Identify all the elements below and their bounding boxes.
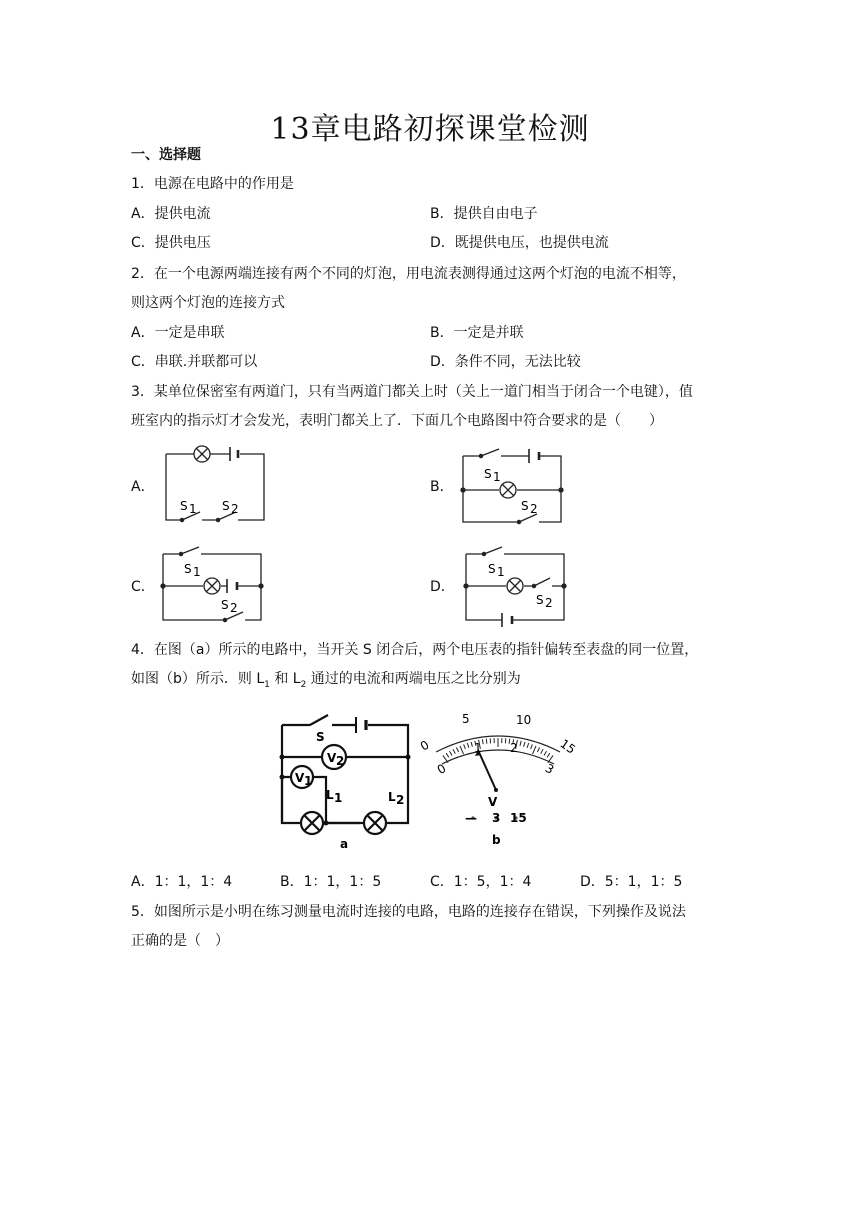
circuit-diagram-c [155, 546, 270, 626]
figure-a-circuit [270, 703, 420, 853]
section-heading: 一、选择题 [131, 147, 201, 163]
q2-option-b: B．一定是并联 [430, 325, 524, 341]
dial-tick [453, 749, 455, 754]
outer-scale-5: 5 [462, 712, 470, 726]
terminal-15: 15 [510, 811, 527, 825]
q2-stem-line2: 则这两个灯泡的连接方式 [131, 295, 285, 311]
q4-option-a: A．1：1，1：4 [131, 874, 233, 890]
q4-stem-line2: 如图（b）所示．则 $L_1$ 和 $L_2$ 通过的电流和两端电压之比分别为 [131, 671, 521, 690]
q4-option-c: C．1：5，1：4 [430, 874, 532, 890]
q2-option-a: A．一定是串联 [131, 325, 225, 341]
page-title: 13章电路初探课堂检测 [270, 112, 590, 147]
dial-tick [446, 753, 449, 757]
q1-option-a: A．提供电流 [131, 206, 211, 222]
dial-tick [443, 755, 448, 762]
outer-scale-15: 15 [557, 736, 579, 757]
q2-option-c: C．串联.并联都可以 [131, 354, 258, 370]
dial-tick [520, 741, 521, 746]
terminal-negative: — [465, 811, 477, 825]
dial-tick [527, 743, 529, 748]
switch-s1-label: S [488, 562, 496, 576]
dial-tick [541, 749, 543, 754]
svg-text:1: 1 [334, 791, 343, 805]
dial-tick [486, 739, 487, 744]
outer-scale-10: 10 [516, 713, 532, 727]
dial-tick [531, 744, 533, 749]
q5-stem-line2: 正确的是（ ） [131, 933, 229, 949]
q3-label-a: A． [131, 479, 155, 495]
q4-option-d: D．5：1，1：5 [580, 874, 683, 890]
dial-tick [533, 746, 537, 754]
dial-tick [467, 743, 469, 748]
q3-stem-line1: 3．某单位保密室有两道门，只有当两道门都关上时（关上一道门相当于闭合一个电键），值 [131, 384, 693, 400]
dial-tick [524, 742, 525, 747]
voltmeter-v2-label: V [327, 751, 337, 765]
meter-letter: V [488, 795, 498, 809]
inner-scale-0: 0 [434, 761, 449, 778]
outer-scale-0: 0 [417, 737, 432, 754]
switch-s2-label: S [222, 499, 230, 513]
svg-text:1: 1 [497, 565, 505, 579]
q1-stem: 1．电源在电路中的作用是 [131, 176, 294, 192]
dial-tick [464, 744, 466, 749]
switch-s2-label: S [521, 499, 529, 513]
q1-option-c: C．提供电压 [131, 235, 211, 251]
svg-text:1: 1 [189, 502, 197, 516]
q3-label-b: B． [430, 479, 454, 495]
inner-scale-1: 1 [474, 741, 482, 755]
svg-text:2: 2 [396, 793, 405, 807]
q3-stem-line2: 班室内的指示灯才会发光，表明门都关上了．下面几个电路图中符合要求的是（ ） [131, 413, 663, 429]
figure-b-voltmeter [418, 706, 578, 851]
switch-s-label: S [316, 730, 325, 744]
svg-text:2: 2 [231, 502, 239, 516]
figure-a-caption: a [340, 837, 349, 851]
svg-text:1: 1 [193, 565, 201, 579]
circuit-diagram-a [160, 444, 270, 526]
switch-s1-label: S [484, 467, 492, 481]
dial-tick [450, 751, 453, 755]
circuit-diagram-b [455, 448, 570, 528]
figure-b-caption: b [492, 833, 501, 847]
dial-tick [456, 748, 458, 753]
circuit-diagram-d [458, 546, 573, 626]
terminal-3: 3 [492, 811, 501, 825]
lamp-l1-label: L [326, 788, 334, 802]
switch-s2-label: S [221, 598, 229, 612]
q3-label-c: C． [131, 579, 155, 595]
inner-scale-3: 3 [542, 760, 557, 777]
svg-text:2: 2 [230, 601, 238, 615]
switch-s1-label: S [180, 499, 188, 513]
q1-option-b: B．提供自由电子 [430, 206, 538, 222]
dial-tick [537, 748, 539, 753]
q2-option-d: D．条件不同，无法比较 [430, 354, 581, 370]
switch-s1-label: S [184, 562, 192, 576]
q4-option-b: B．1：1，1：5 [280, 874, 382, 890]
dial-tick [544, 751, 547, 755]
svg-text:1: 1 [493, 470, 501, 484]
dial-tick [482, 739, 483, 744]
dial-tick [547, 753, 550, 757]
q3-label-d: D． [430, 579, 455, 595]
voltmeter-v1-label: V [295, 771, 305, 785]
svg-text:2: 2 [545, 596, 553, 610]
q2-stem-line1: 2．在一个电源两端连接有两个不同的灯泡，用电流表测得通过这两个灯泡的电流不相等， [131, 266, 686, 282]
dial-tick [460, 746, 464, 754]
svg-text:2: 2 [336, 754, 345, 768]
q5-stem-line1: 5．如图所示是小明在练习测量电流时连接的电路，电路的连接存在错误，下列操作及说法 [131, 904, 686, 920]
q1-option-d: D．既提供电压，也提供电流 [430, 235, 609, 251]
inner-scale-2: 2 [510, 741, 518, 755]
lamp-l2-label: L [388, 790, 396, 804]
switch-s2-label: S [536, 593, 544, 607]
svg-text:1: 1 [304, 774, 313, 788]
dial-tick [471, 742, 472, 747]
svg-text:2: 2 [530, 502, 538, 516]
q4-stem-line1: 4．在图（a）所示的电路中，当开关 S 闭合后，两个电压表的指针偏转至表盘的同一位置， [131, 642, 699, 658]
